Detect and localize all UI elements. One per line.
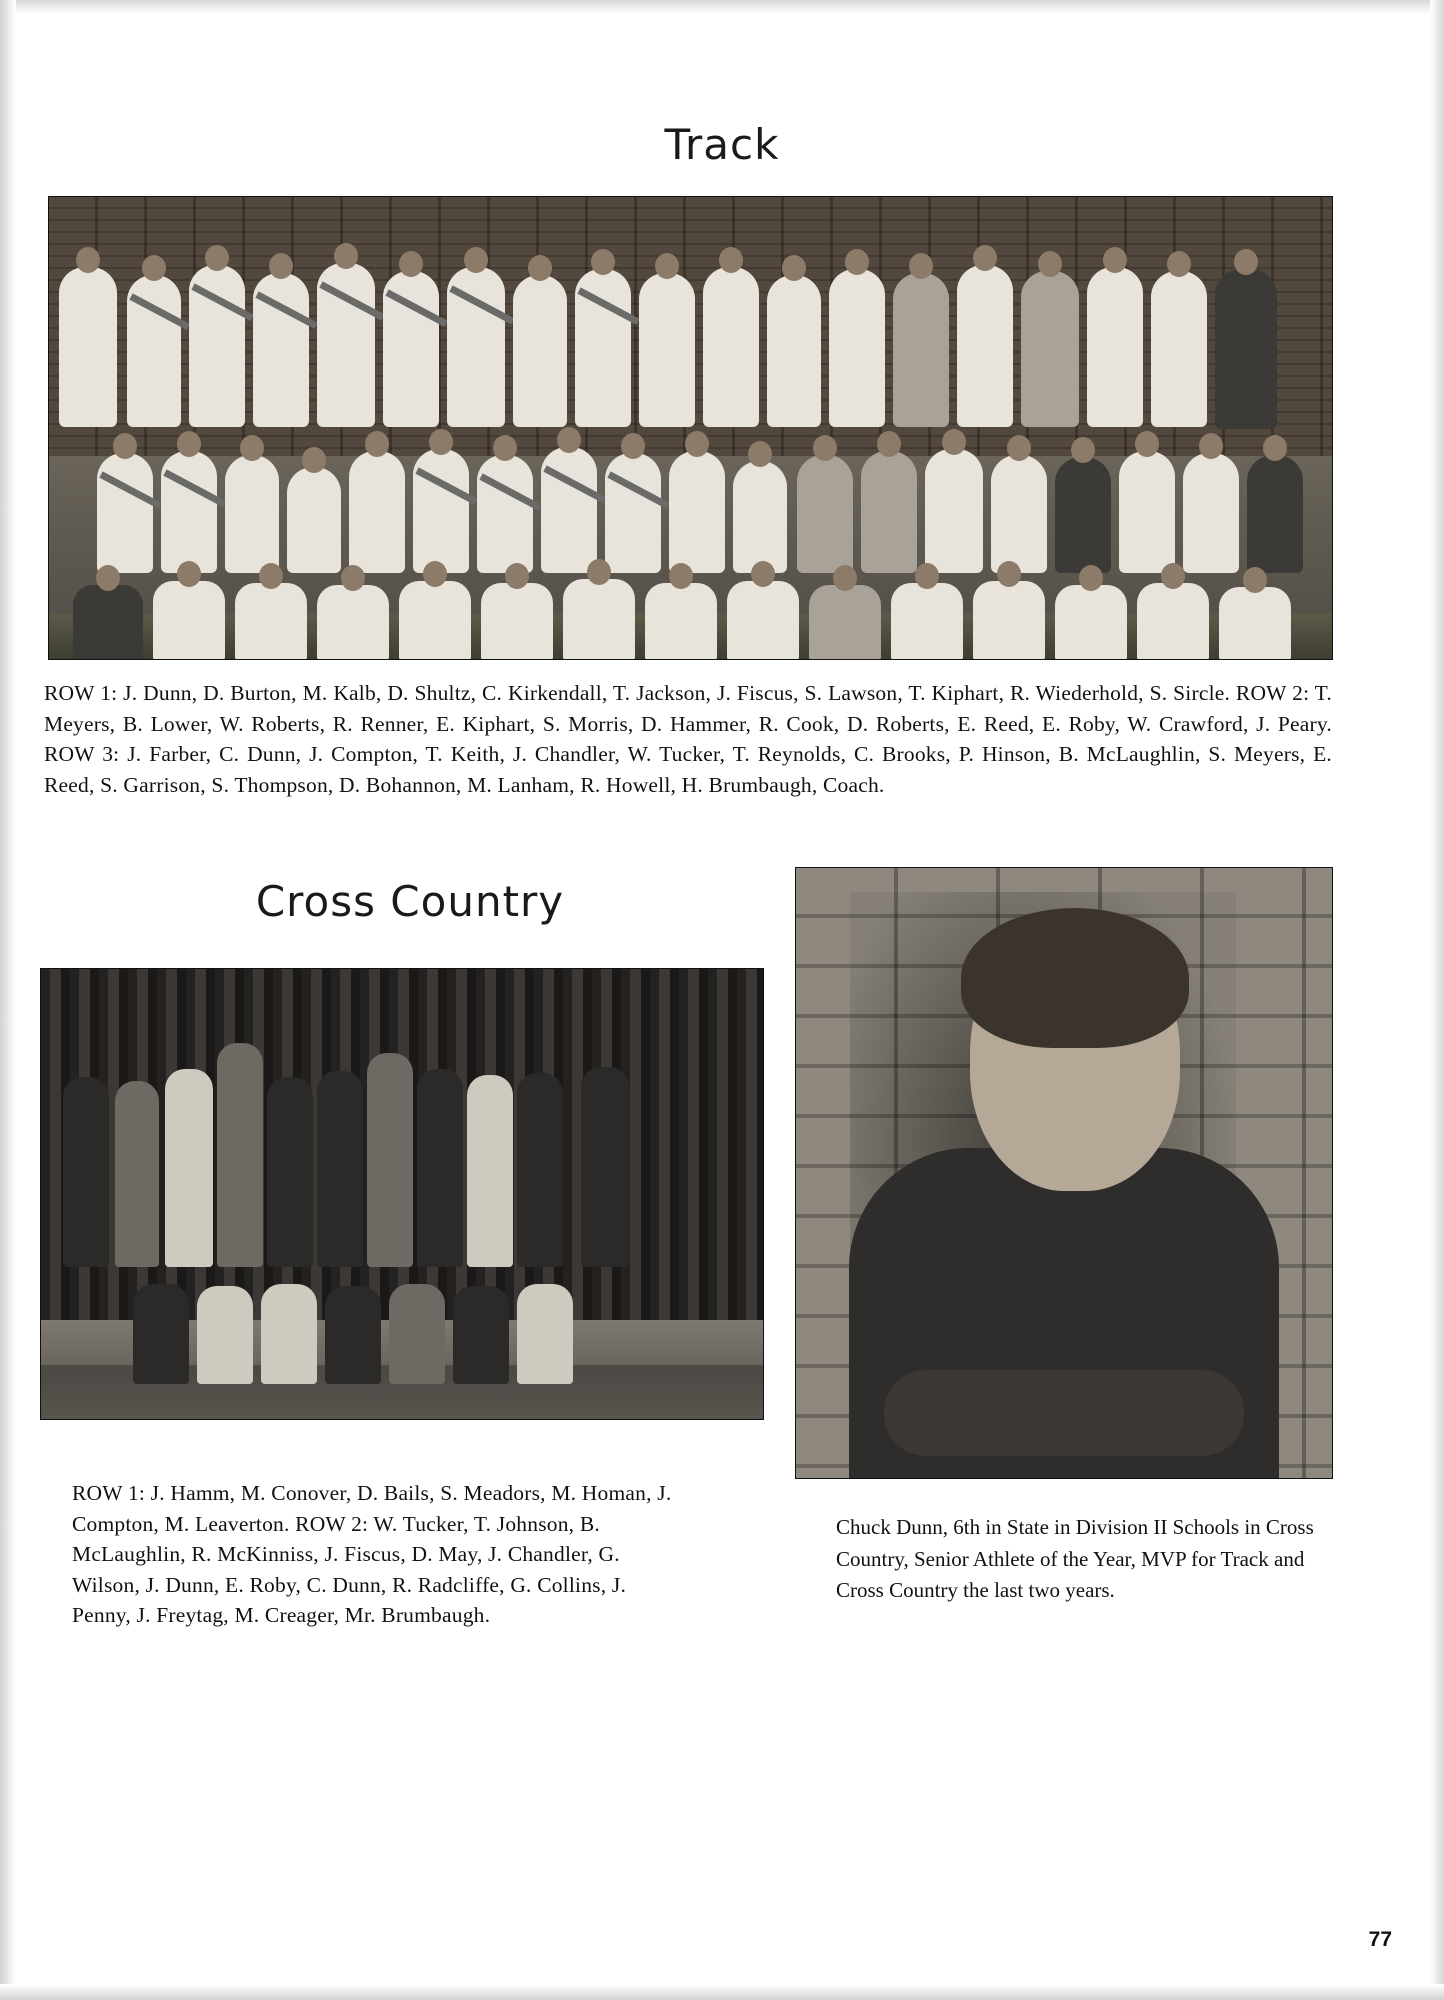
runner-figure	[367, 1053, 413, 1267]
athlete-figure	[1219, 587, 1291, 660]
runner-figure	[63, 1077, 109, 1267]
runner-figure	[325, 1286, 381, 1384]
portrait-caption: Chuck Dunn, 6th in State in Division II Schools in Cross Country, Senior Athlete of the Year, MVP for Track and Cross Country the last two years.	[836, 1515, 1314, 1602]
track-roster-caption: ROW 1: J. Dunn, D. Burton, M. Kalb, D. Shultz, C. Kirkendall, T. Jackson, J. Fiscus, S. Lawson, T. Kiphart, R. Wiederhold, S. Sircle. ROW 2: T. Meyers, B. Lower, W. Roberts, R. Renner, E. Kiphart, S. Morris, D. Hammer, R. Cook, D. Roberts, E. Reed, E. Roby, W. Crawford, J. Peary. ROW 3: J. Farber, C. Dunn, J. Compton, T. Keith, J. Chandler, W. Tucker, T. Reynolds, C. Brooks, P. Hinson, B. McLaughlin, S. Meyers, E. Reed, S. Garrison, S. Thompson, D. Bohannon, M. Lanham, R. Howell, H. Brumbaugh, Coach.	[44, 681, 1332, 797]
athlete-figure	[477, 455, 533, 573]
athlete-figure	[957, 265, 1013, 427]
page-edge-right	[1430, 0, 1444, 2000]
cc-back-row	[41, 1029, 763, 1269]
track-back-row	[49, 245, 1332, 435]
athlete-figure	[317, 263, 375, 427]
athlete-figure	[991, 455, 1047, 573]
athlete-figure	[669, 451, 725, 573]
athlete-figure	[893, 273, 949, 427]
chuck-dunn-portrait-photo	[795, 867, 1333, 1479]
athlete-figure	[1119, 451, 1175, 573]
athlete-figure	[1055, 585, 1127, 660]
athlete-figure	[1215, 269, 1277, 429]
portrait-folded-arms	[884, 1370, 1244, 1456]
athlete-figure	[1151, 271, 1207, 427]
athlete-figure	[861, 451, 917, 573]
athlete-figure	[703, 267, 759, 427]
track-team-photo	[48, 196, 1333, 660]
runner-figure	[217, 1043, 263, 1267]
athlete-figure	[225, 455, 279, 573]
athlete-figure	[829, 269, 885, 427]
athlete-figure	[605, 453, 661, 573]
runner-figure	[453, 1286, 509, 1384]
runner-figure	[467, 1075, 513, 1267]
athlete-figure	[127, 275, 181, 427]
athlete-figure	[1021, 271, 1079, 427]
runner-figure	[389, 1284, 445, 1384]
athlete-figure	[413, 449, 469, 573]
athlete-figure	[1183, 453, 1239, 573]
athlete-figure	[349, 451, 405, 573]
athlete-figure	[447, 267, 505, 427]
athlete-figure	[399, 581, 471, 660]
runner-figure	[261, 1284, 317, 1384]
athlete-figure	[59, 267, 117, 427]
athlete-figure	[727, 581, 799, 660]
athlete-figure	[1055, 457, 1111, 573]
runner-figure	[133, 1284, 189, 1384]
athlete-figure	[481, 583, 553, 660]
runner-figure	[517, 1284, 573, 1384]
runner-figure	[165, 1069, 213, 1267]
athlete-figure	[513, 275, 567, 427]
athlete-figure	[73, 585, 143, 660]
athlete-figure	[235, 583, 307, 660]
athlete-figure	[189, 265, 245, 427]
page-number: 77	[1368, 1928, 1392, 1951]
coach-figure	[581, 1067, 629, 1267]
athlete-figure	[797, 455, 853, 573]
page-edge-left	[0, 0, 16, 2000]
track-front-row	[49, 557, 1332, 660]
athlete-figure	[1247, 455, 1303, 573]
athlete-figure	[891, 583, 963, 660]
athlete-figure	[925, 449, 983, 573]
athlete-figure	[253, 273, 309, 427]
runner-figure	[197, 1286, 253, 1384]
athlete-figure	[575, 269, 631, 427]
athlete-figure	[639, 273, 695, 427]
athlete-figure	[541, 447, 597, 573]
cc-front-row	[41, 1264, 763, 1384]
athlete-figure	[767, 275, 821, 427]
athlete-figure	[1087, 267, 1143, 427]
runner-figure	[417, 1069, 463, 1267]
page-edge-bottom	[0, 1984, 1444, 2000]
runner-figure	[267, 1077, 313, 1267]
runner-figure	[317, 1071, 363, 1267]
athlete-figure	[1137, 583, 1209, 660]
athlete-figure	[973, 581, 1045, 660]
runner-figure	[115, 1081, 159, 1267]
athlete-figure	[809, 585, 881, 660]
athlete-figure	[161, 451, 217, 573]
athlete-figure	[97, 453, 153, 573]
page-edge-top	[0, 0, 1444, 14]
athlete-figure	[645, 583, 717, 660]
cross-country-section-title: Cross Country	[255, 877, 565, 926]
cross-country-roster-caption: ROW 1: J. Hamm, M. Conover, D. Bails, S. Meadors, M. Homan, J. Compton, M. Leaverton. ROW 2: W. Tucker, T. Johnson, B. McLaughlin, R. McKinniss, J. Fiscus, D. May, J. Chandler, G. Wilson, J. Dunn, E. Roby, C. Dunn, R. Radcliffe, G. Collins, J. Penny, J. Freytag, M. Creager, Mr. Brumbaugh.	[72, 1481, 672, 1628]
athlete-figure	[153, 581, 225, 660]
athlete-figure	[563, 579, 635, 660]
athlete-figure	[383, 271, 439, 427]
athlete-figure	[317, 585, 389, 660]
track-section-title: Track	[664, 120, 780, 169]
track-middle-row	[49, 427, 1332, 577]
runner-figure	[517, 1073, 563, 1267]
cross-country-team-photo	[40, 968, 764, 1420]
portrait-hair	[961, 908, 1189, 1048]
